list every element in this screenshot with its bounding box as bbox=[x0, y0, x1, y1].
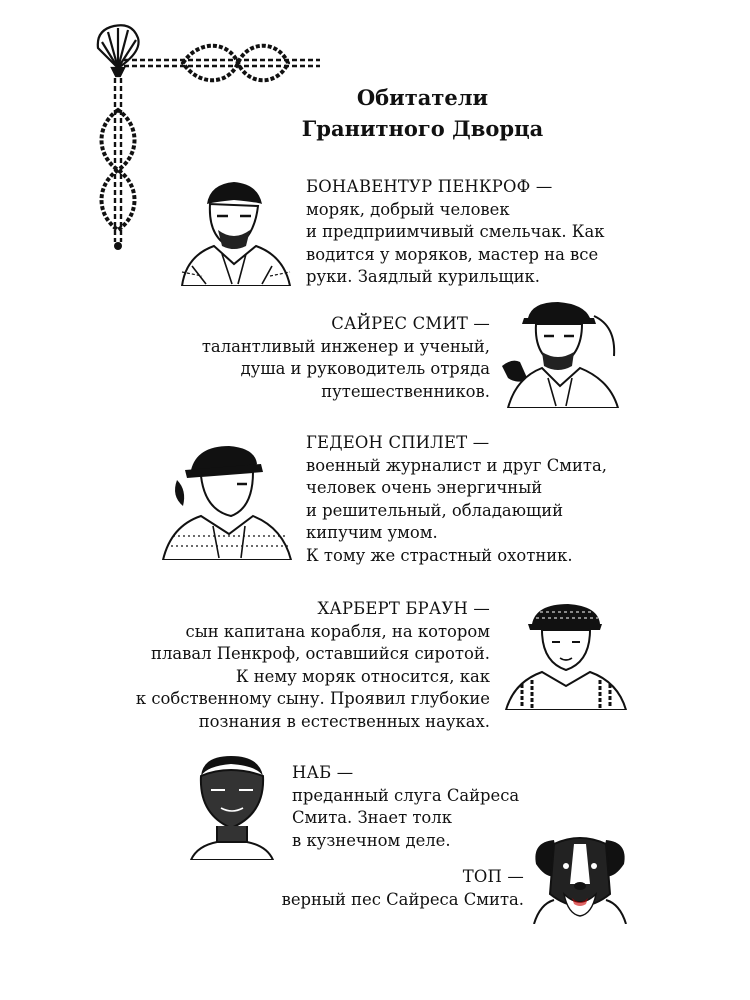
gedeon-spilett-portrait bbox=[157, 440, 297, 560]
page-title-line-2: Гранитного Дворца bbox=[301, 116, 544, 141]
top-dog-portrait bbox=[530, 834, 630, 924]
herbert-brown-portrait bbox=[502, 600, 630, 710]
character-name: ХАРБЕРТ БРАУН — bbox=[317, 599, 490, 618]
character-entry-nab bbox=[292, 762, 519, 852]
character-entry-gedeon-spilett bbox=[306, 432, 607, 567]
description-line: в кузнечном деле. bbox=[292, 830, 451, 850]
character-entry-pencroff bbox=[306, 176, 604, 289]
character-name: ГЕДЕОН СПИЛЕТ — bbox=[306, 433, 490, 452]
page-title-line-1: Обитатели bbox=[356, 85, 489, 110]
description-line: верный пес Сайреса Смита. bbox=[281, 889, 524, 909]
description-line: военный журналист и друг Смита, bbox=[306, 455, 607, 475]
description-line: человек очень энергичный bbox=[306, 478, 543, 497]
character-name: БОНАВЕНТУР ПЕНКРОФ — bbox=[306, 177, 553, 196]
nab-portrait bbox=[187, 752, 277, 860]
description-line: моряк, добрый человек bbox=[306, 199, 510, 219]
description-line: талантливый инженер и ученый, bbox=[201, 336, 490, 356]
character-entry-herbert-brown bbox=[136, 598, 490, 733]
description-line: и предприимчивый смельчак. Как bbox=[306, 222, 605, 241]
horizontal-rope bbox=[124, 60, 320, 66]
description-line: сын капитана корабля, на котором bbox=[185, 621, 490, 641]
sailor-pencroff-portrait bbox=[162, 176, 300, 286]
cyrus-smith-portrait bbox=[498, 296, 628, 408]
scallop-shell-icon bbox=[98, 25, 139, 76]
character-entry-top bbox=[282, 866, 524, 911]
description-line: к собственному сыну. Проявил глубокие bbox=[135, 689, 490, 708]
description-line: К тому же страстный охотник. bbox=[306, 545, 573, 565]
character-name: ТОП — bbox=[462, 867, 524, 886]
description-line: преданный слуга Сайреса bbox=[292, 785, 520, 805]
page-title bbox=[0, 82, 750, 144]
description-line: и решительный, обладающий bbox=[306, 500, 564, 520]
description-line: путешественников. bbox=[321, 381, 490, 401]
description-line: руки. Заядлый курильщик. bbox=[306, 267, 540, 286]
character-entry-cyrus-smith bbox=[202, 313, 490, 403]
description-line: кипучим умом. bbox=[306, 523, 438, 542]
description-line: водится у моряков, мастер на все bbox=[306, 244, 599, 264]
rope-knot-top bbox=[183, 46, 288, 81]
description-line: Смита. Знает толк bbox=[292, 808, 452, 827]
description-line: познания в естественных науках. bbox=[198, 711, 490, 731]
description-line: плавал Пенкроф, оставшийся сиротой. bbox=[151, 644, 490, 663]
character-name: НАБ — bbox=[292, 763, 354, 782]
character-name: САЙРЕС СМИТ — bbox=[331, 314, 490, 333]
description-line: К нему моряк относится, как bbox=[235, 666, 490, 686]
description-line: душа и руководитель отряда bbox=[240, 359, 490, 378]
